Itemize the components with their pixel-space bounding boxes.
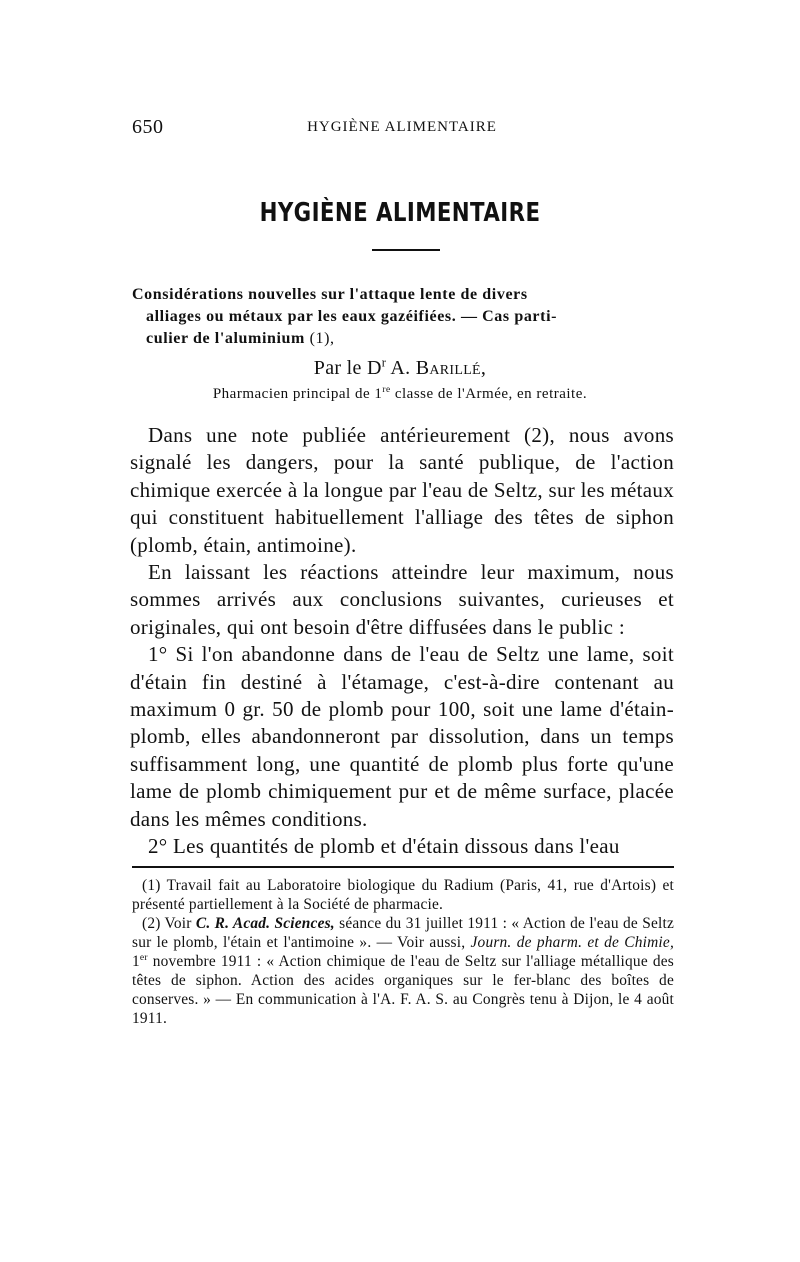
footnote-2-journal-title: Journ. de pharm. et de Chimie,	[470, 934, 674, 951]
footnote-2-a: (2) Voir	[142, 915, 196, 932]
author-affiliation	[0, 386, 800, 403]
affiliation-pre: Pharmacien principal de 1	[212, 386, 383, 402]
footnote-2-sup: er	[139, 951, 148, 963]
footnote-1: (1) Travail fait au Laboratoire biologique du Radium (Paris, 41, rue d'Artois) et présenté partiellement à la Société de pharmacie.	[132, 877, 674, 913]
byline	[0, 357, 800, 380]
footnote-2-cr-title: C. R. Acad. Sciences,	[195, 915, 335, 932]
article-title-line-3-text: culier de l'aluminium	[146, 330, 305, 347]
article-title-line-3	[132, 328, 674, 350]
footnote-2-c1: 1	[132, 953, 140, 970]
footnote-2	[132, 914, 674, 1028]
title-divider	[372, 249, 440, 251]
footnote-ref-1: (1),	[304, 330, 335, 347]
article-title	[132, 284, 674, 350]
byline-initial: A.	[386, 357, 416, 379]
author-name: Barillé,	[415, 357, 487, 379]
body-paragraph-3: 1° Si l'on abandonne dans de l'eau de Seltz une lame, soit d'étain fin destiné à l'étamage, c'est-à-dire contenant au maximum 0 gr. 50 de plomb pour 100, soit une lame d'étain-plomb, elles abandonneront par dissolution, dans un temps suffisamment long, une quantité de plomb plus forte qu'une lame de plomb chimiquement pur et de même surface, placée dans les mêmes conditions.	[130, 642, 674, 831]
footnotes	[132, 876, 674, 1028]
body-text	[130, 422, 674, 861]
article-title-line-2: alliages ou métaux par les eaux gazéifiées. — Cas parti-	[146, 308, 558, 325]
affiliation-sup: re	[382, 385, 391, 395]
running-title: HYGIÈNE ALIMENTAIRE	[307, 119, 497, 135]
footnote-2-c2: novembre 1911 : « Action chimique de l'eau de Seltz sur l'alliage métallique des têtes de siphon. Action des acides organiques sur le fer-blanc des boîtes de conserves. » — En communication à l'A. F. A. S. au Congrès tenu à Dijon, le 4 août 1911.	[132, 953, 674, 1027]
footnote-2-b: séance du 31 juillet 1911 : « Action de l'eau de Seltz sur le plomb, l'étain et l'antimoine ». — Voir aussi,	[132, 915, 674, 951]
body-paragraph-2: En laissant les réactions atteindre leur maximum, nous sommes arrivés aux conclusions suivantes, curieuses et originales, qui ont besoin d'être diffusées dans le public :	[130, 560, 674, 639]
article-title-line-1: Considérations nouvelles sur l'attaque lente de divers	[132, 286, 528, 303]
affiliation-post: classe de l'Armée, en retraite.	[390, 386, 588, 402]
running-header	[132, 116, 672, 140]
body-paragraph-1: Dans une note publiée antérieurement (2), nous avons signalé les dangers, pour la santé publique, de l'action chimique exercée à la longue par l'eau de Seltz, sur les métaux qui constituent habituellement l'alliage des têtes de siphon (plomb, étain, antimoine).	[130, 423, 674, 557]
page-number: 650	[132, 116, 164, 138]
body-paragraph-4: 2° Les quantités de plomb et d'étain dissous dans l'eau	[148, 834, 620, 859]
footnote-divider	[132, 866, 674, 868]
byline-prefix: Par le D	[313, 357, 382, 379]
byline-sup: r	[381, 355, 387, 370]
section-title: HYGIÈNE ALIMENTAIRE	[259, 198, 541, 228]
